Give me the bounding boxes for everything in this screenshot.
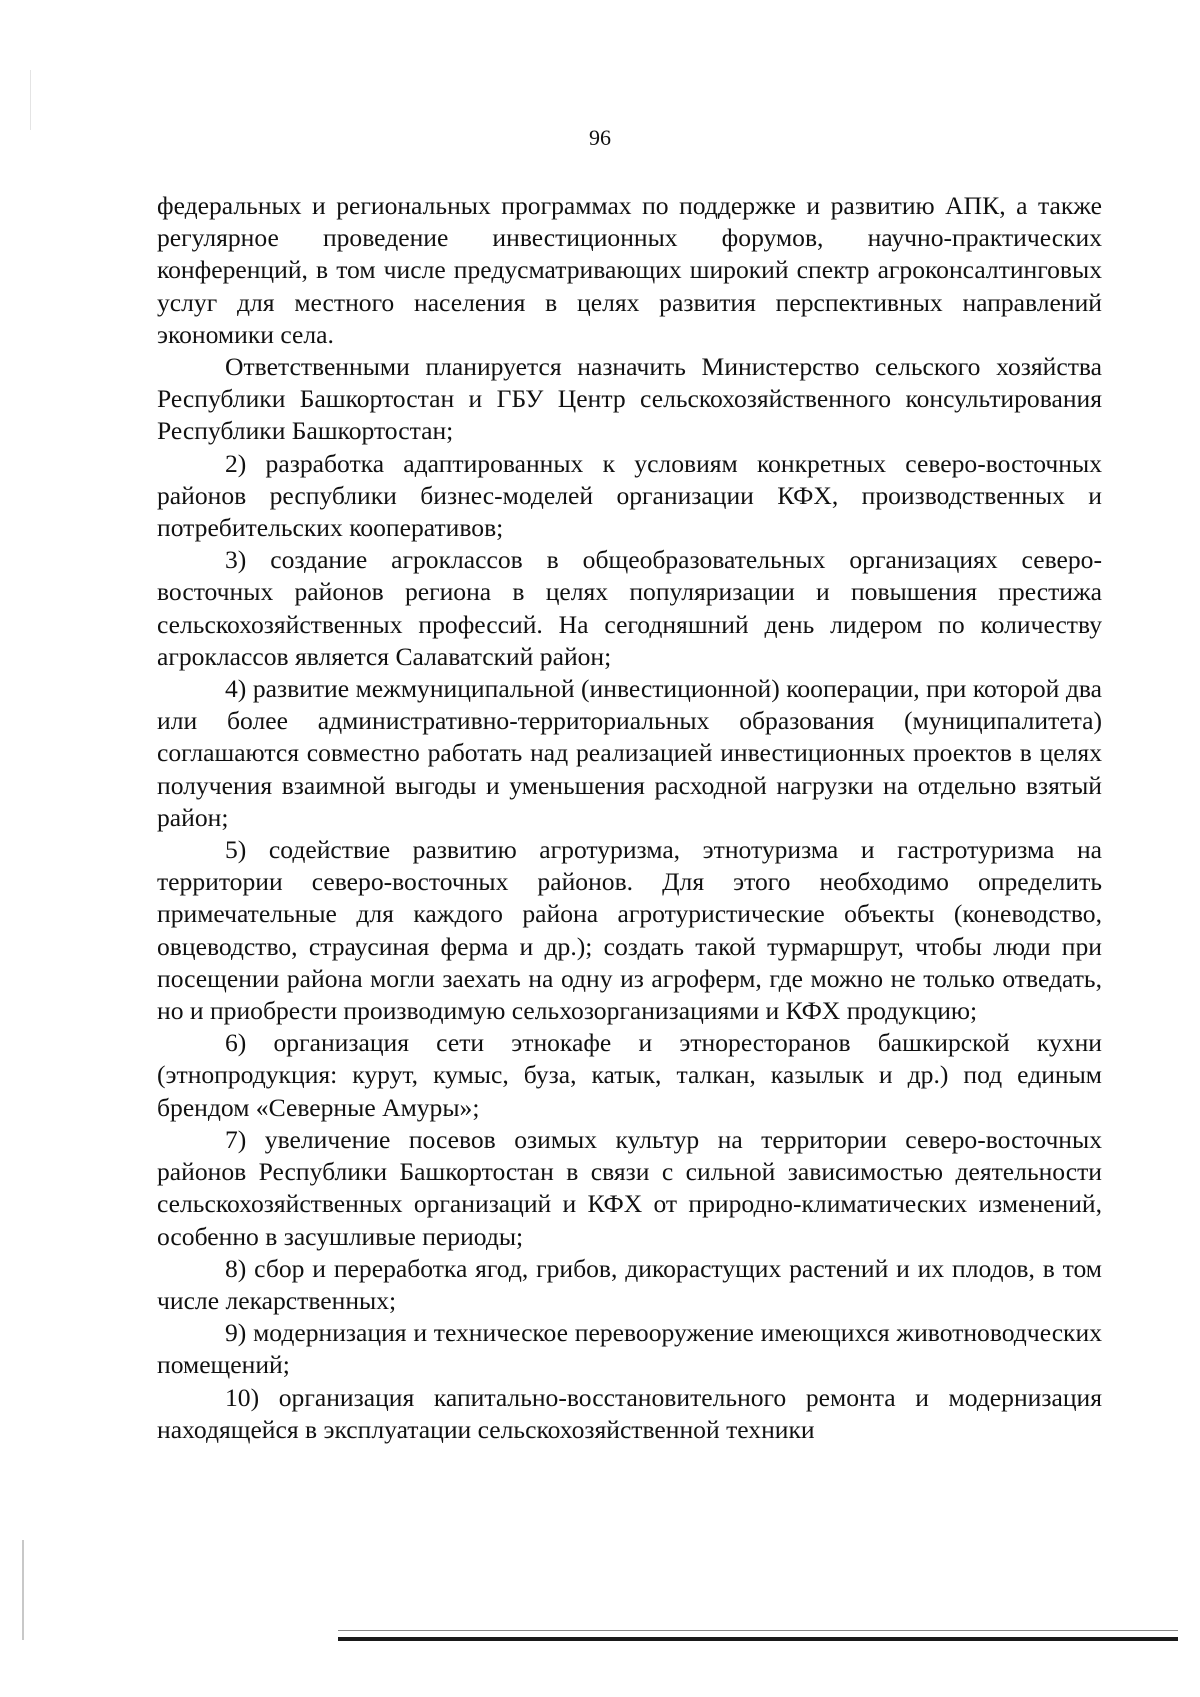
list-item: 8) сбор и переработка ягод, грибов, дикорастущих растений и их плодов, в том числе лекарственных; [157, 1253, 1102, 1315]
document-body [157, 190, 1102, 1446]
scan-edge-mark [22, 1540, 24, 1640]
scan-bottom-edge [338, 1637, 1178, 1641]
list-item: 3) создание агроклассов в общеобразовательных организациях северо-восточных районов региона в целях популяризации и повышения престижа сельскохозяйственных профессий. На сегодняшний день лидером по количеству агроклассов является Салаватский район; [157, 545, 1102, 671]
list-item: 7) увеличение посевов озимых культур на территории северо-восточных районов Республики Башкортостан в связи с сильной зависимостью деятельности сельскохозяйственных организаций и КФХ от природно-климатических изменений, особенно в засушливые периоды; [157, 1124, 1102, 1251]
list-item: 10) организация капитально-восстановительного ремонта и модернизация находящейся в эксплуатации сельскохозяйственной техники [157, 1382, 1102, 1444]
paragraph: федеральных и региональных программах по поддержке и развитию АПК, а также регулярное проведение инвестиционных форумов, научно-практических конференций, в том числе предусматривающих широкий спектр агроконсалтинговых услуг для местного населения в целях развития перспективных направлений экономики села. [157, 191, 1102, 349]
scan-bottom-edge [338, 1630, 1178, 1631]
list-item: 4) развитие межмуниципальной (инвестиционной) кооперации, при которой два или более административно-территориальных образования (муниципалитета) соглашаются совместно работать над реализацией инвестиционных проектов в целях получения взаимной выгоды и уменьшения расходной нагрузки на отдельно взятый район; [157, 674, 1102, 832]
paragraph: Ответственными планируется назначить Министерство сельского хозяйства Республики Башкортостан и ГБУ Центр сельскохозяйственного консультирования Республики Башкортостан; [157, 352, 1102, 446]
list-item: 9) модернизация и техническое перевооружение имеющихся животноводческих помещений; [157, 1318, 1102, 1380]
scan-edge-mark [30, 70, 31, 130]
list-item: 2) разработка адаптированных к условиям конкретных северо-восточных районов республики бизнес-моделей организации КФХ, производственных и потребительских кооперативов; [157, 448, 1102, 543]
page-number: 96 [589, 125, 611, 150]
list-item: 5) содействие развитию агротуризма, этнотуризма и гастротуризма на территории северо-восточных районов. Для этого необходимо определить примечательные для каждого района агротуристические объекты (коневодство, овцеводство, страусиная ферма и др.); создать такой турмаршрут, чтобы люди при посещении района могли заехать на одну из агроферм, где можно не только отведать, но и приобрести производимую сельхозорганизациями и КФХ продукцию; [157, 835, 1102, 1026]
list-item: 6) организация сети этнокафе и этноресторанов башкирской кухни (этнопродукция: курут, кумыс, буза, катык, талкан, казылык и др.) под единым брендом «Северные Амуры»; [157, 1028, 1102, 1122]
